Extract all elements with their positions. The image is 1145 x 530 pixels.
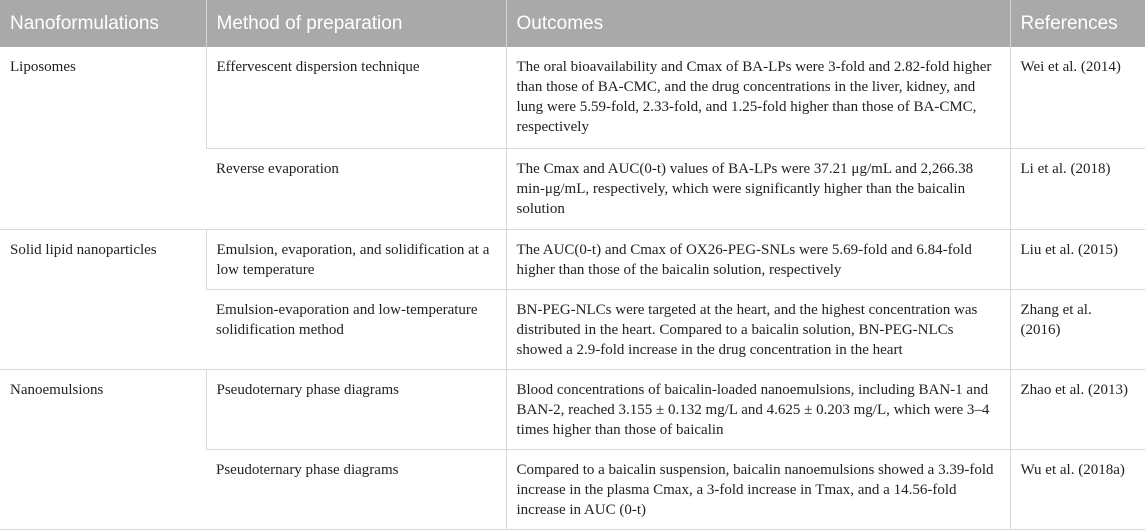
outcome-cell: Blood concentrations of baicalin-loaded nanoemulsions, including BAN-1 and BAN-2, reached 3.155 ± 0.132 mg/L and 4.625 ± 0.203 mg/L, which were 3–4 times higher than those of baicalin	[506, 369, 1010, 449]
method-cell: Emulsion-evaporation and low-temperature solidification method	[206, 289, 506, 369]
header-references: References	[1010, 0, 1145, 47]
outcome-cell: The AUC(0-t) and Cmax of OX26-PEG-SNLs were 5.69-fold and 6.84-fold higher than those of the baicalin solution, respectively	[506, 229, 1010, 289]
table-row	[0, 229, 1145, 289]
outcome-cell: The Cmax and AUC(0-t) values of BA-LPs were 37.21 μg/mL and 2,266.38 min-μg/mL, respectively, which were significantly higher than the baicalin solution	[506, 148, 1010, 229]
group-name: Nanoemulsions	[0, 369, 206, 529]
outcome-cell: Compared to a baicalin suspension, baicalin nanoemulsions showed a 3.39-fold increase in the plasma Cmax, a 3-fold increase in Tmax, and a 14.56-fold increase in AUC (0-t)	[506, 449, 1010, 529]
reference-cell: Liu et al. (2015)	[1010, 229, 1145, 289]
header-row	[0, 0, 1145, 47]
header-method: Method of preparation	[206, 0, 506, 47]
method-cell: Reverse evaporation	[206, 148, 506, 229]
group-name: Solid lipid nanoparticles	[0, 229, 206, 369]
reference-cell: Zhao et al. (2013)	[1010, 369, 1145, 449]
outcome-cell: BN-PEG-NLCs were targeted at the heart, and the highest concentration was distributed in the heart. Compared to a baicalin solution, BN-PEG-NLCs showed a 2.9-fold increase in the drug concentration in the heart	[506, 289, 1010, 369]
method-cell: Effervescent dispersion technique	[206, 47, 506, 148]
method-cell: Emulsion, evaporation, and solidification at a low temperature	[206, 229, 506, 289]
outcome-cell: The oral bioavailability and Cmax of BA-LPs were 3-fold and 2.82-fold higher than those of BA-CMC, and the drug concentrations in the liver, kidney, and lung were 5.59-fold, 2.33-fold, and 1.25-fold higher than those of BA-CMC, respectively	[506, 47, 1010, 148]
group-name: Liposomes	[0, 47, 206, 229]
header-nanoformulations: Nanoformulations	[0, 0, 206, 47]
reference-cell: Li et al. (2018)	[1010, 148, 1145, 229]
method-cell: Pseudoternary phase diagrams	[206, 449, 506, 529]
table-row	[0, 369, 1145, 449]
method-cell: Pseudoternary phase diagrams	[206, 369, 506, 449]
reference-cell: Wu et al. (2018a)	[1010, 449, 1145, 529]
reference-cell: Zhang et al. (2016)	[1010, 289, 1145, 369]
table-row	[0, 47, 1145, 148]
reference-cell: Wei et al. (2014)	[1010, 47, 1145, 148]
header-outcomes: Outcomes	[506, 0, 1010, 47]
